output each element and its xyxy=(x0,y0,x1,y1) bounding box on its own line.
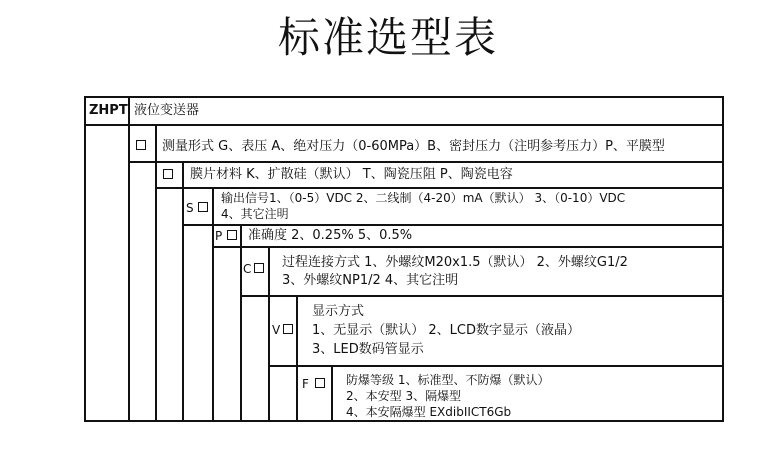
process-connection-text-2: 3、外螺纹NP1/2 4、其它注明 xyxy=(282,273,459,288)
option-code-c: C xyxy=(243,262,252,276)
option-box xyxy=(198,202,208,212)
column-divider xyxy=(128,96,130,422)
page-title: 标准选型表 xyxy=(277,13,498,62)
column-divider xyxy=(240,224,242,422)
row-divider xyxy=(240,295,724,297)
row-divider xyxy=(182,224,724,226)
option-code-f: F xyxy=(302,377,309,391)
column-divider xyxy=(268,246,270,422)
option-code-s: S xyxy=(186,201,194,215)
row-divider xyxy=(128,161,724,163)
row-divider xyxy=(155,187,724,189)
option-box xyxy=(136,140,146,150)
option-box xyxy=(227,230,237,240)
explosion-grade-text-3: 4、本安隔爆型 EXdibIICT6Gb xyxy=(346,405,512,419)
option-box xyxy=(283,324,293,334)
explosion-grade-text-1: 防爆等级 1、标准型、不防爆（默认） xyxy=(346,373,550,387)
column-divider xyxy=(212,187,214,422)
display-mode-text-2: 1、无显示（默认） 2、LCD数字显示（液晶） xyxy=(312,323,581,338)
display-mode-text-1: 显示方式 xyxy=(312,304,365,319)
product-name: 液位变送器 xyxy=(134,103,200,118)
model-code: ZHPT xyxy=(89,103,128,118)
column-divider xyxy=(331,365,333,422)
option-code-v: V xyxy=(272,323,281,337)
row-divider xyxy=(268,365,724,367)
explosion-grade-text-2: 2、本安型 3、隔爆型 xyxy=(346,389,462,403)
diaphragm-material-text: 膜片材料 K、扩散硅（默认） T、陶瓷压阻 P、陶瓷电容 xyxy=(190,167,513,182)
option-box xyxy=(163,169,173,179)
option-box xyxy=(254,263,264,273)
option-code-p: P xyxy=(215,229,223,243)
column-divider xyxy=(155,124,157,422)
column-divider xyxy=(296,295,298,422)
option-box xyxy=(315,378,325,388)
output-signal-text-1: 输出信号1、（0-5）VDC 2、二线制（4-20）mA（默认） 3、（0-10）VDC xyxy=(221,191,626,205)
row-divider xyxy=(84,124,724,126)
row-divider xyxy=(212,246,724,248)
accuracy-text: 准确度 2、0.25% 5、0.5% xyxy=(248,228,413,243)
process-connection-text-1: 过程连接方式 1、外螺纹M20x1.5（默认） 2、外螺纹G1/2 xyxy=(282,255,628,270)
measurement-form-text: 测量形式 G、表压 A、绝对压力（0-60MPa）B、密封压力（注明参考压力）P、平膜型 xyxy=(162,139,665,154)
output-signal-text-2: 4、其它注明 xyxy=(221,207,289,221)
column-divider xyxy=(182,161,184,422)
display-mode-text-3: 3、LED数码管显示 xyxy=(312,342,424,357)
